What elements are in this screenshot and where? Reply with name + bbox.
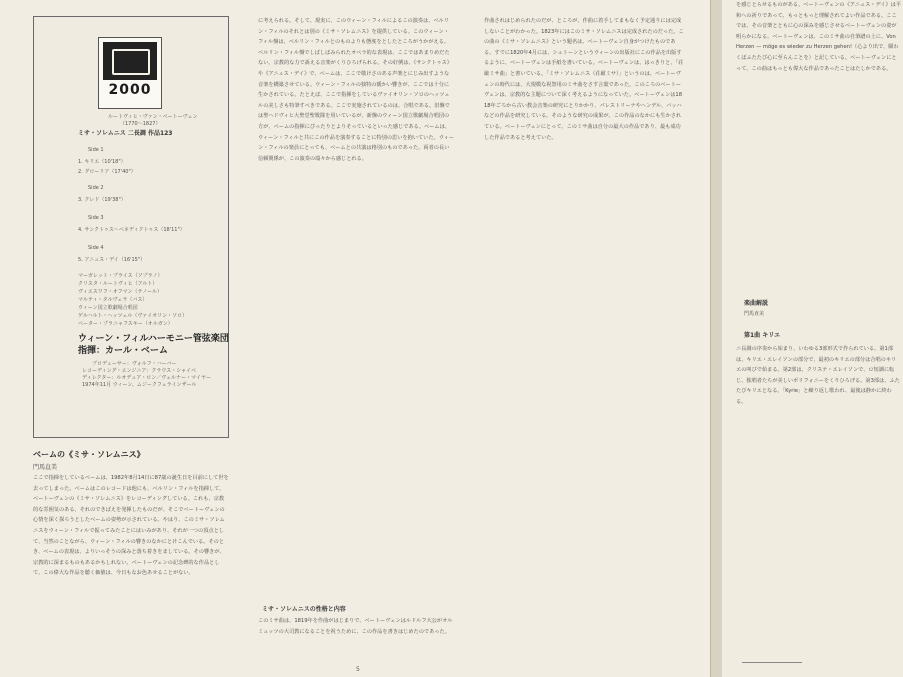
movement-item: 4. サンクトゥス～ベネディクトゥス（18'11"） (78, 227, 185, 233)
movement-heading: 第1曲 キリエ (744, 332, 781, 339)
performer: マーガレット・プライス（ソプラノ） (78, 273, 163, 279)
series-number: 2000 (108, 82, 152, 98)
performer: ウィーン国立歌劇場合唱団 (78, 305, 138, 311)
essay-title: ベームの《ミサ・ソレムニス》 (33, 450, 145, 459)
essay-column-3: 作曲されはじめられたのだが、ところが、作曲に着手してまもなく予定通りには完成しないことがわかった。1823年にはこのミサ・ソレムニスは完成されたのだった。この曲の《ミサ・ソレムニス》という題名は、ベートーヴェン自身がつけたものである。すでに1820年4月には、シュトーンというウィーンの出版社にこの作品を出版するように、ベートーヴェンは手紙を書いている。ベートーヴェンは、はっきりと、「荘厳ミサ曲」と書いている。「ミサ・ソレムニス（荘厳ミサ）」というのは、ベートーヴェンの時代には、大規模な祝祭用のミサ曲をさす言葉であった。このころのベートーヴェンは、宗教的な主題について深く考えるようになっていた。ベートーヴェンは1818年ごろから古い教会音楽の研究にとりかかり、パレストリーナやヘンデル、バッハなどの作品を研究している。そのような研究の成果が、この作品のなかにも生かされている。ベートーヴェンにとって、このミサ曲は自分の最大の作品であり、最も成功した作品であると考えていた。 (484, 18, 684, 141)
recording-note: レコーディング・エンジニア：クラウス・シャイベ (82, 368, 197, 374)
conductor-name: 指揮：カール・ベーム (78, 346, 168, 356)
recording-note: プロデューサー：ヴォルフ・ハーバー (92, 361, 177, 367)
right-column-text: を感じとらせるものがある。ベートーヴェンの《アニュス・デイ》は平和への祈りであって、もっともっと理解されてよい作品である。ここでは、その音楽とともに心の深みを感じさせるベートーヴェンの姿が明らかになる。ベートーヴェンは、このミサ曲の自筆譜の上に、Von Herzen — möge es wieder zu Herzen gehen!（心より出で、願わくばふたたび心に至らんことを）と記している。ベートーヴェンにとって、この曲はもっとも偉大な作品であったことはたしかである。 (736, 2, 901, 72)
movement-item: 2. グローリア（17'40"） (78, 169, 136, 175)
recording-note: ディレクター：ルオデュア・ロン／ヴェルナー・マイヤー (82, 375, 211, 381)
orchestra-name: ウィーン・フィルハーモニー管弦楽団 (78, 334, 229, 344)
performer: ゲルハルト・ヘッツェル（ヴァイオリン・ソロ） (78, 313, 188, 319)
label-emblem-icon (103, 42, 157, 80)
movement-description: ニ長調の序奏から始まり、いわゆる3部形式で作られている。第1部は、キリエ・エレイソンの部分で、最初のキリエの部分は合唱のキリエの叫びで始まる。第2部は、クリステ・エレイソンで、ロ短調に転じ、独唱者たちが美しいポリフォニーをくりひろげる。第3部は、ふたたびキリエとなる。「Kyrie」と繰り返し歌われ、最後は静かに終わる。 (736, 346, 900, 405)
side-label: Side 4 (88, 245, 104, 251)
credits-box (33, 16, 229, 438)
composer-dates: （1770～1827） (120, 121, 161, 127)
side-label: Side 2 (88, 185, 104, 191)
essay-column-2-cont: このミサ曲は、1819年を作曲がはじまりで、ベートーヴェンはルドルフ大公がオルミュッツの大司教になることを祝うために、この作品を書きはじめたのであった。 (258, 618, 453, 635)
right-page (722, 0, 903, 677)
performer: クリスタ・ルートヴィヒ（アルト） (78, 281, 158, 287)
side-label: Side 1 (88, 147, 104, 153)
label-logo (98, 37, 162, 109)
section-author: 門馬直美 (744, 311, 765, 317)
side-label: Side 3 (88, 215, 104, 221)
page-number: 5 (356, 666, 360, 673)
movement-item: 1. キリエ（10'18"） (78, 159, 126, 165)
recording-note: 1974年11月 ウィーン、ムジークフェラインザール (82, 382, 197, 388)
composer-name: ルートヴィヒ・ヴァン・ベートーヴェン (108, 114, 198, 120)
work-title: ミサ・ソレムニス 二長調 作品123 (78, 130, 173, 137)
performer: ペーター・プラニャフスキー（オルガン） (78, 321, 173, 327)
movement-item: 3. クレド（19'38"） (78, 197, 126, 203)
performer: マルティ・タルヴェラ（バス） (78, 297, 148, 303)
essay-column-2: に考えられる。そして、現実に、このウィーン・フィルによるこの演奏は、ベルリン・フィルのそれとは別の《ミサ・ソレムニス》を提供している。このウィーン・フィル盤は、ベルリン・フィルとのものよりも態度をとしたところがうかがえる。ベルリン・フィル盤でしばしばみられたオペラ的な表現は、ここではあまりめだたない。宗教的な力で訴える音楽がくりひろげられる。その好例は、《サンクトゥス》や《アニュス・デイ》で、ベームは、ここで敬けさのある声楽とにじみ出すような音楽を構築させている。ウィーン・フィルの独特の暖かい響きが、ここでは十分に生かされている。たとえば、ここで指揮をしているヴァイオリン・ソロのヘッツェルの美しさも特筆すべきである。ここで実施されているのは、合唱である。旧盤では聖ヘドヴィヒ大聖堂聖歌隊を用いているが、新盤のウィーン国立歌劇場合唱団の方が、ベームの指揮にぴったりとよりそっているといった感じである。ベームは、ウィーン・フィルと共にこの作品を演奏することに特別の思いを抱いていた。ウィーン・フィルの楽員にとっても、ベームとの共演は格別のものであった。両者の長い信頼関係が、この演奏の端々から感じとれる。 (258, 18, 454, 162)
performer: ヴィエスワフ・オフマン（テノール） (78, 289, 162, 295)
movement-item: 5. アニュス・デイ（16'15"） (78, 257, 146, 263)
section-heading: 楽曲解説 (744, 300, 769, 307)
divider (742, 662, 802, 663)
section-heading: ミサ・ソレムニスの性格と内容 (262, 606, 346, 613)
essay-column-1: ここで指揮をしているベームは、1982年8月14日に87歳の誕生日を目前にして世を去ってしまった。ベームはこのレコードは他にも、ベルリン・フィルを指揮して、ベートーヴェンの《ミサ・ソレムニス》をレコーディングしている。これも、宗教的な雰囲気のある、それのできばえを発揮したものだが、そこでベートーヴェンの心情を深く探ろうとしたベームの姿勢が示されている。やはり、このミサ・ソレムニスをウィーン・フィルで振ってみたことにはいみがあり、それが一つの頂点として、当然のことながら、ウィーン・フィルの響きのなかにとけこんでいる。そのとき、ベームの表現は、よりいっそうの深みと落ち着きをましている。その響きが、宗教的に深まるものもあるかもしれない。ベートーヴェンの記念碑的な作品として、この偉大な作品を聴く価値は、今日もなお色あせることがない。 (33, 475, 229, 577)
essay-author: 門馬直美 (33, 464, 58, 471)
